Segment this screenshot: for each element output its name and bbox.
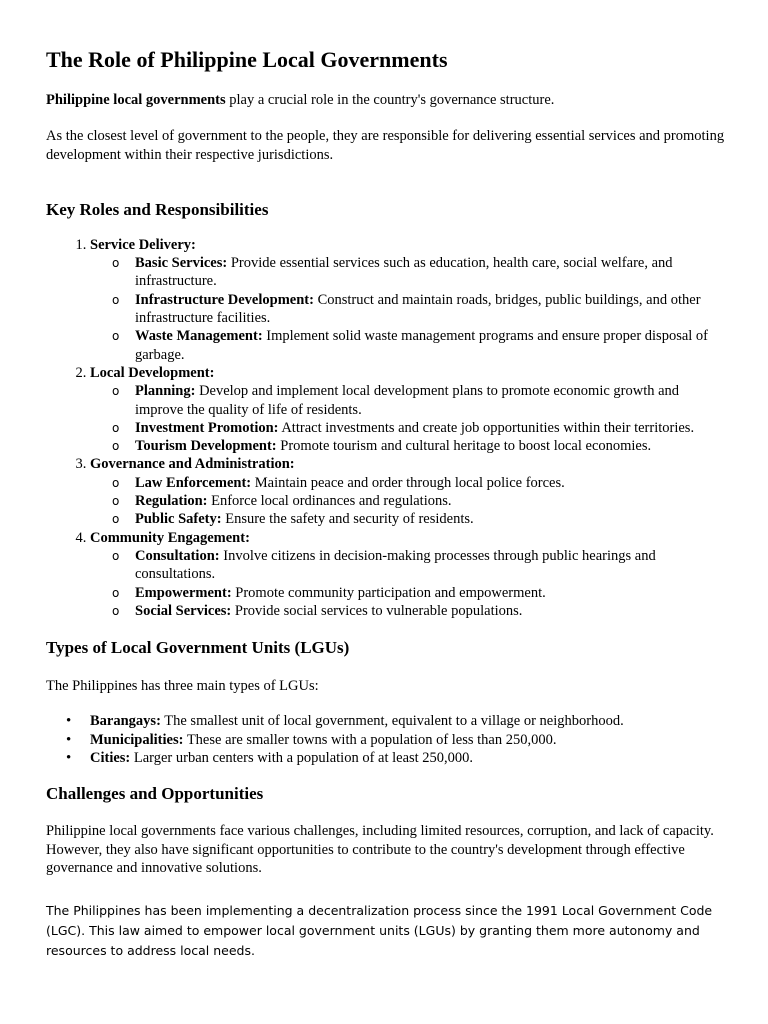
role-sub-item	[135, 474, 726, 492]
decentralization-paragraph: The Philippines has been implementing a decentralization process since the 1991 Local Government Code (LGC). This law aimed to empower local government units (LGUs) by granting them more autonomy and resources to address local needs.	[46, 903, 713, 959]
lgu-term: Barangays:	[90, 713, 161, 730]
role-item-community-engagement	[90, 529, 726, 620]
role-item-local-development	[90, 364, 726, 455]
role-sub-item	[135, 547, 726, 584]
sub-term: Regulation:	[135, 493, 208, 510]
roles-list	[46, 236, 726, 620]
sub-desc: Ensure the safety and security of residents.	[221, 511, 474, 528]
role-sub-list	[90, 254, 726, 364]
role-sub-item	[135, 510, 726, 528]
role-title: Local Development:	[90, 364, 215, 381]
sub-term: Law Enforcement:	[135, 474, 252, 491]
intro-paragraph	[46, 91, 726, 109]
role-sub-item	[135, 584, 726, 602]
sub-term: Basic Services:	[135, 255, 228, 272]
role-sub-item	[135, 254, 726, 291]
sub-desc: Attract investments and create job opportunities within their territories.	[278, 419, 695, 436]
sub-desc: Construct and maintain roads, bridges, public buildings, and other infrastructure facilities.	[135, 291, 701, 327]
intro-text: play a crucial role in the country's governance structure.	[225, 92, 555, 108]
sub-term: Consultation:	[135, 547, 220, 564]
role-item-service-delivery	[90, 236, 726, 364]
section-heading-roles: Key Roles and Responsibilities	[46, 199, 269, 219]
section-heading-types: Types of Local Government Units (LGUs)	[46, 638, 350, 658]
sub-desc: Enforce local ordinances and regulations.	[207, 493, 452, 510]
intro-bold-term: Philippine local governments	[46, 92, 226, 108]
lgu-types-list	[46, 712, 726, 767]
role-title: Service Delivery:	[90, 236, 196, 253]
role-sub-item	[135, 437, 726, 455]
sub-desc: Implement solid waste management programs and ensure proper disposal of garbage.	[135, 328, 709, 363]
lgu-desc: Larger urban centers with a population of at least 250,000.	[130, 750, 474, 767]
role-item-governance	[90, 455, 726, 528]
lgu-type-item	[90, 731, 726, 749]
lgu-term: Cities:	[90, 750, 131, 767]
lgu-type-item	[90, 749, 726, 767]
role-title: Governance and Administration:	[90, 456, 295, 473]
sub-term: Social Services:	[135, 602, 232, 619]
sub-term: Empowerment:	[135, 584, 232, 601]
sub-desc: Provide essential services such as education, health care, social welfare, and infrastructure.	[135, 255, 673, 290]
role-sub-list	[90, 382, 726, 455]
role-sub-item	[135, 327, 726, 364]
page-title: The Role of Philippine Local Governments	[46, 47, 448, 72]
sub-term: Waste Management:	[135, 328, 263, 345]
lgu-term: Municipalities:	[90, 731, 184, 748]
sub-term: Planning:	[135, 383, 196, 400]
role-sub-item	[135, 602, 726, 620]
sub-desc: Involve citizens in decision-making processes through public hearings and consultations.	[135, 547, 656, 583]
role-sub-list	[90, 547, 726, 620]
lgu-desc: The smallest unit of local government, equivalent to a village or neighborhood.	[160, 713, 624, 730]
sub-term: Tourism Development:	[135, 438, 277, 455]
lgu-desc: These are smaller towns with a population of less than 250,000.	[183, 731, 557, 748]
intro-paragraph-2: As the closest level of government to the people, they are responsible for delivering essential services and promoting development within their respective jurisdictions.	[46, 128, 725, 163]
role-sub-item	[135, 419, 726, 437]
role-sub-item	[135, 382, 726, 419]
challenges-paragraph: Philippine local governments face various challenges, including limited resources, corruption, and lack of capacity. However, they also have significant opportunities to contribute to the country's development through effective governance and innovative solutions.	[46, 823, 714, 876]
sub-term: Investment Promotion:	[135, 419, 279, 436]
sub-desc: Provide social services to vulnerable populations.	[231, 602, 523, 619]
sub-desc: Maintain peace and order through local police forces.	[251, 474, 565, 491]
sub-term: Public Safety:	[135, 511, 222, 528]
section-heading-challenges: Challenges and Opportunities	[46, 784, 264, 804]
role-sub-list	[90, 474, 726, 529]
role-title: Community Engagement:	[90, 529, 250, 546]
sub-term: Infrastructure Development:	[135, 291, 314, 308]
role-sub-item	[135, 291, 726, 328]
role-sub-item	[135, 492, 726, 510]
types-intro-paragraph: The Philippines has three main types of LGUs:	[46, 678, 319, 695]
sub-desc: Develop and implement local development plans to promote economic growth and improve the quality of life of residents.	[135, 383, 680, 418]
sub-desc: Promote community participation and empowerment.	[231, 584, 546, 601]
lgu-type-item	[90, 712, 726, 730]
sub-desc: Promote tourism and cultural heritage to boost local economies.	[276, 438, 652, 455]
